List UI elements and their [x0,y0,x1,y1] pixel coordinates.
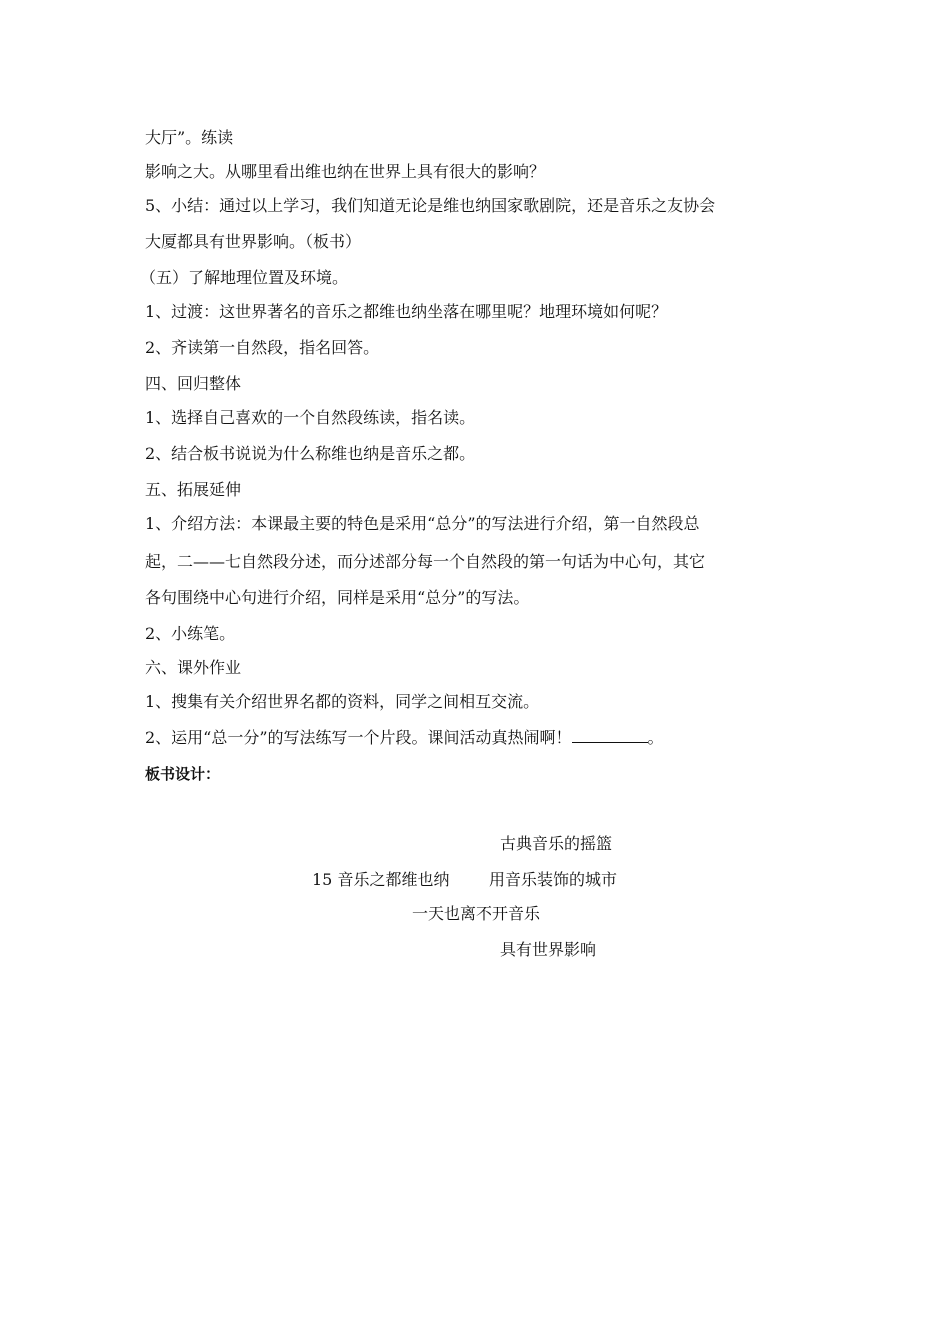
board-design-heading: 板书设计： [145,765,221,783]
text-line-12: 1、介绍方法：本课最主要的特色是采用“总分”的写法进行介绍，第一自然段总 [145,514,700,533]
text-line-9: 1、选择自己喜欢的一个自然段练读，指名读。 [145,408,476,427]
text-line-18 [145,728,664,748]
board-item-1: 古典音乐的摇篮 [500,834,613,853]
text-line-6: 1、过渡：这世界著名的音乐之都维也纳坐落在哪里呢？地理环境如何呢？ [145,302,668,321]
text-line-1: 大厅”。练读 [145,128,234,147]
text-line-7: 2、齐读第一自然段，指名回答。 [145,338,380,357]
fill-in-blank [572,728,648,743]
text-line-2: 影响之大。从哪里看出维也纳在世界上具有很大的影响？ [145,162,546,181]
text-line-13: 起，二——七自然段分述，而分述部分每一个自然段的第一句话为中心句，其它 [145,552,706,571]
section-heading-4: 四、回归整体 [145,374,242,393]
board-item-3: 一天也离不开音乐 [412,904,541,923]
section-heading-6: 六、课外作业 [145,658,242,677]
text-line-17: 1、搜集有关介绍世界名都的资料，同学之间相互交流。 [145,692,540,711]
board-item-2: 用音乐装饰的城市 [489,870,618,889]
text-line-18-start: 2、运用“总一分”的写法练写一个片段。课间活动真热闹啊！ [145,728,572,747]
text-line-10: 2、结合板书说说为什么称维也纳是音乐之都。 [145,444,476,463]
text-line-18-end: 。 [647,728,664,747]
board-item-4: 具有世界影响 [500,940,597,959]
text-line-4: 大厦都具有世界影响。（板书） [145,232,362,251]
section-heading-5: 五、拓展延伸 [145,480,242,499]
text-line-15: 2、小练笔。 [145,624,236,643]
text-line-3: 5、小结：通过以上学习，我们知道无论是维也纳国家歌剧院，还是音乐之友协会 [145,196,716,215]
text-line-14: 各句围绕中心句进行介绍，同样是采用“总分”的写法。 [145,588,530,607]
text-line-5: （五）了解地理位置及环境。 [140,268,349,287]
board-title: 15 音乐之都维也纳 [312,870,450,889]
